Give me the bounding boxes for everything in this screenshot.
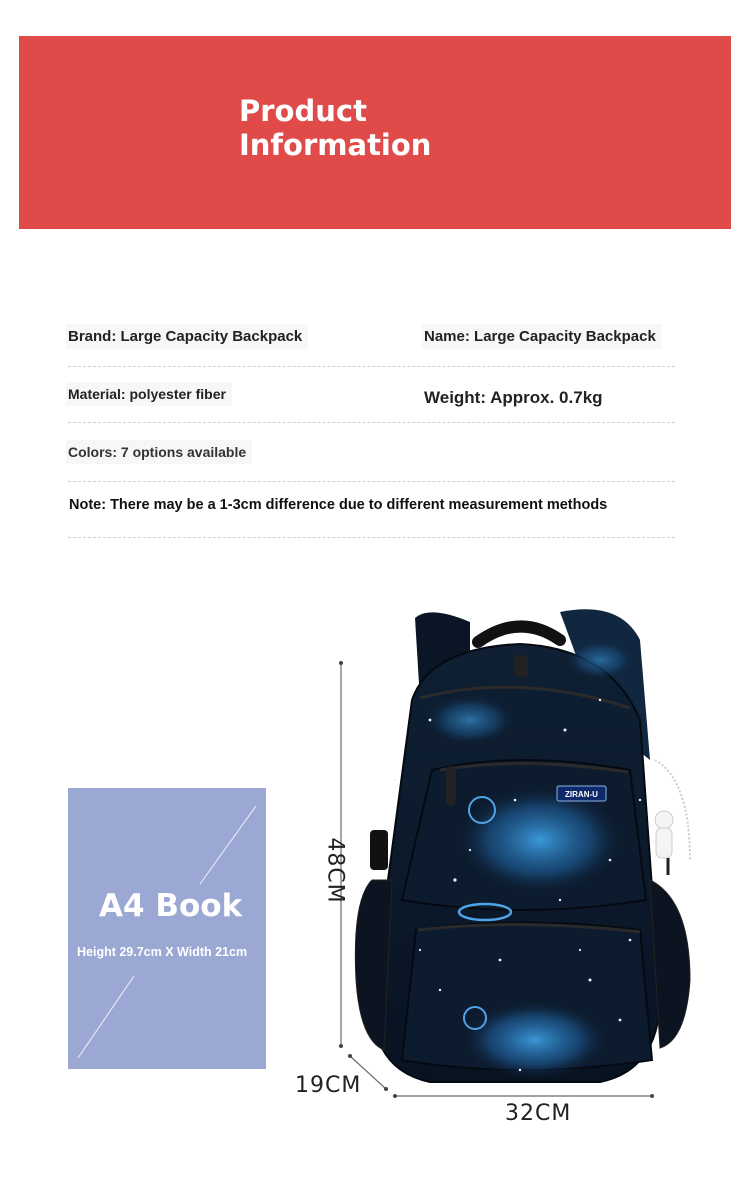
spec-material-value: polyester fiber: [129, 386, 226, 402]
book-title: A4 Book: [99, 888, 243, 924]
page-title-line1: Product: [239, 94, 367, 128]
spec-brand-label: Brand:: [68, 328, 117, 345]
page-title-line2: Information: [239, 128, 432, 162]
spec-weight-value: Approx. 0.7kg: [490, 388, 603, 407]
measurement-note: Note: There may be a 1-3cm difference due to different measurement methods: [69, 497, 608, 513]
spec-material-label: Material:: [68, 386, 126, 402]
height-dimension-label: 48CM: [322, 837, 348, 904]
width-dimension-label: 32CM: [505, 1101, 572, 1126]
spec-colors-value: 7 options available: [120, 444, 247, 460]
spec-name-value: Large Capacity Backpack: [474, 328, 656, 345]
spec-weight-label: Weight:: [424, 388, 487, 407]
spec-brand-value: Large Capacity Backpack: [120, 328, 303, 345]
depth-dimension-label: 19CM: [295, 1073, 362, 1098]
backpack-brand-tag: ZIRAN-U: [565, 790, 598, 799]
spec-colors-label: Colors:: [68, 444, 117, 460]
spec-name-label: Name:: [424, 328, 470, 345]
book-dimensions: Height 29.7cm X Width 21cm: [77, 945, 248, 959]
